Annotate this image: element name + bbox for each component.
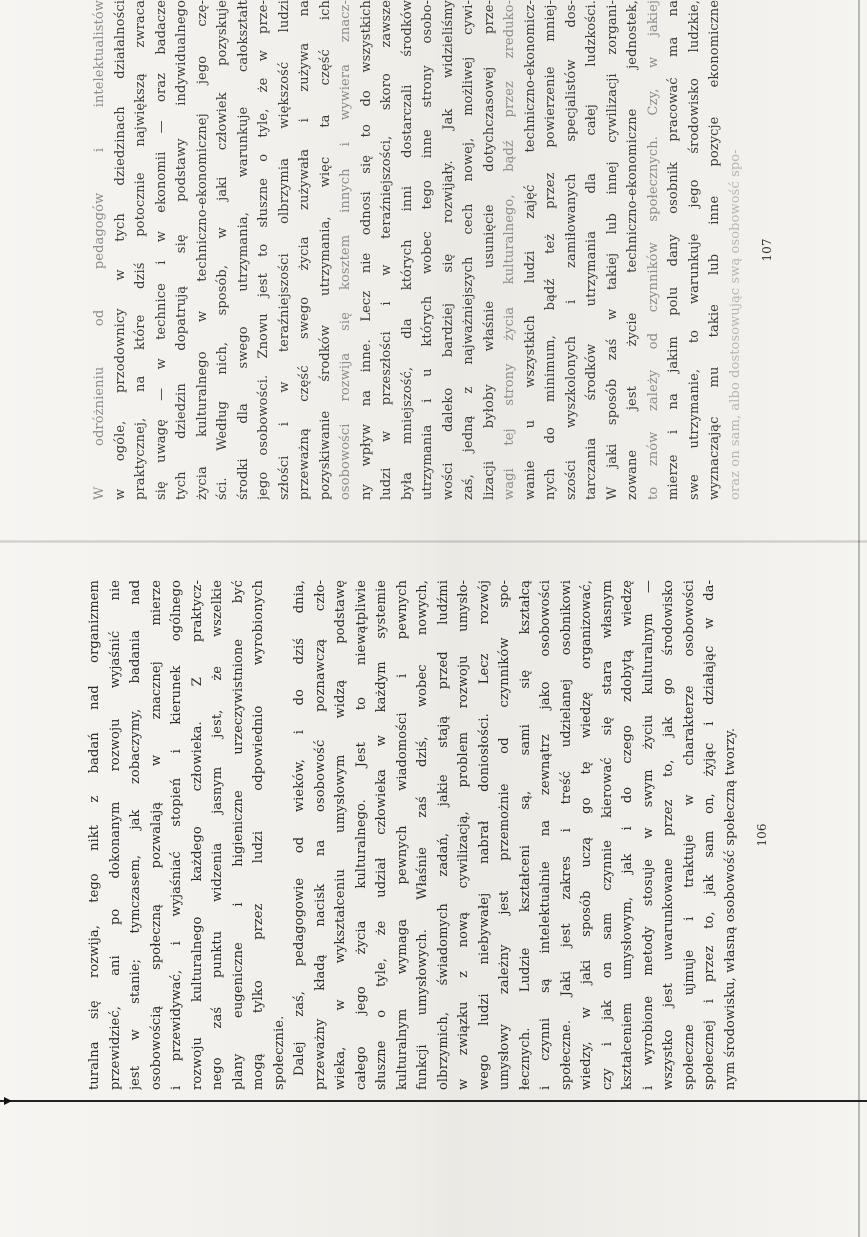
corner-mark-icon: [4, 1097, 12, 1105]
text-line: nym środowisku, własną osobowość społeczną tworzy.: [722, 727, 738, 1090]
text-line: wego ludzi niebywałej nabrał doniosłości. Lecz rozwój: [476, 580, 492, 1090]
text-line: osobowością społeczną pozwalają w znacznej mierze: [148, 580, 164, 1090]
text-line: szości wyszkolonych i zamiłowanych specjalistów dos-: [563, 0, 579, 500]
text-line: tych dziedzin dopatrują się podstawy indywidualnego: [174, 0, 189, 500]
text-line: nego zaś punktu widzenia jasnym jest, że wszelkie: [210, 580, 225, 1090]
text-line: kulturalnym wymaga pewnych wiadomości i pewnych: [394, 580, 410, 1090]
page-106: [85, 580, 769, 1090]
text-line: jego osobowości. Znowu jest to słuszne o tyle, że w prze-: [256, 0, 271, 500]
text-line: wiedzy, w jaki sposób uczą go tę wiedzę organizować,: [579, 580, 594, 1090]
text-line: utrzymania i u których wobec tego inne strony osobo-: [420, 0, 435, 500]
text-line: społeczne. Jaki jest zakres i treść udzielanej osobnikowi: [558, 580, 574, 1090]
text-line: życia kulturalnego w techniczno-ekonomicznej jego czę-: [194, 0, 210, 500]
text-line: mogą tylko przez ludzi odpowiednio wyrobionych: [251, 580, 266, 1090]
text-line: łecznych. Ludzie kształceni są, sami się kształcą: [517, 580, 533, 1090]
text-line: turalna się rozwija, tego nikt z badań nad organizmem: [87, 580, 102, 1090]
text-line: mierze i na jakim polu dany osobnik pracować ma na: [666, 0, 681, 500]
text-line: umysłowy zależny jest przemożnie od czynników spo-: [497, 580, 512, 1090]
text-line: i czynni są intelektualnie na zewnątrz jako osobowości: [538, 580, 553, 1090]
text-line: Dalej zaś, pedagogowie od wieków, i do dziś dnia,: [292, 580, 307, 1076]
text-line: ści. Według nich, sposób, w jaki człowiek pozyskuje: [215, 0, 230, 500]
text-line: społecznie.: [271, 1015, 287, 1090]
text-line: ny wpływ na inne. Lecz nie odnosi się to do wszystkich: [358, 0, 374, 500]
text-line: W odróżnieniu od pedagogów i intelektualistów: [92, 0, 107, 500]
text-line: środki dla swego utrzymania, warunkuje całokształt: [235, 0, 251, 500]
text-line: całego jego życia kulturalnego. Jest to niewątpliwie: [353, 580, 369, 1090]
scan-edge-right: [858, 0, 860, 1237]
text-line: przeważną część swego życia zużywała i zużywa na: [297, 0, 312, 500]
text-line: się uwagę — w technice i w ekonomii — oraz badacze: [153, 0, 169, 500]
text-line: jest w stanie; tymczasem, jak zobaczymy, badania nad: [128, 580, 143, 1090]
text-line: była mniejszość, dla których inni dostarczali środków: [399, 0, 415, 500]
text-line: zowane jest życie techniczno-ekonomiczne jednostek,: [625, 0, 640, 500]
text-line: tarczania środków utrzymania dla całej ludzkości.: [584, 0, 599, 500]
text-line: kształceniem umysłowym, jak i do czego zdobytą wiedzę: [620, 580, 635, 1090]
text-line: i wyrobione metody stosuje w swym życiu kulturalnym —: [640, 580, 656, 1090]
text-line: to znów zależy od czynników społecznych. Czy, w jakiej: [645, 0, 661, 500]
page-number: 106: [755, 823, 769, 847]
page-107-text: [90, 0, 746, 500]
text-line: plany eugeniczne i higieniczne urzeczywistnione być: [230, 580, 246, 1090]
text-line: rozwoju kulturalnego każdego człowieka. Z praktycz-: [189, 580, 205, 1090]
text-line: przewidzieć, ani po dokonanym rozwoju wyjaśnić nie: [107, 580, 123, 1090]
text-line: wyznaczając mu takie lub inne pozycje ekonomiczne: [707, 0, 722, 500]
text-line: praktycznej, na które dziś potocznie największą zwraca: [133, 0, 148, 500]
text-line: społecznej i przez to, jak sam on, żyjąc i działając w da-: [702, 580, 717, 1090]
text-line: wości daleko bardziej się rozwijały. Jak widzieliśmy: [440, 0, 456, 500]
text-line: ludzi w przeszłości i w teraźniejszości, skoro zawsze: [379, 0, 394, 500]
text-line: wagi tej strony życia kulturalnego, bądź przez zreduko-: [502, 0, 517, 500]
text-line: W jaki sposób zaś w takiej lub innej cywilizacji zorgani-: [604, 0, 620, 500]
text-line: wieka, w wykształceniu umysłowym widzą podstawę: [333, 580, 348, 1090]
page-106-text: [85, 580, 741, 1090]
text-line: swe utrzymanie, to warunkuje jego środowisko ludzkie,: [686, 0, 702, 500]
text-line: w ogóle, przodownicy w tych dziedzinach działalności: [112, 0, 128, 500]
page-107: [90, 0, 774, 500]
text-line: nych do minimum, bądź też przez powierzenie mniej-: [543, 0, 558, 500]
text-line: przeważny kładą nacisk na osobowość poznawczą czło-: [312, 580, 328, 1090]
text-line: funkcji umysłowych. Właśnie zaś dziś, wobec nowych,: [415, 580, 430, 1090]
scan-edge-bottom: [0, 1100, 867, 1102]
text-line: zaś, jedną z najważniejszych cech nowej, możliwej cywi-: [461, 0, 476, 500]
text-line: słuszne o tyle, że udział człowieka w każdym systemie: [374, 580, 389, 1090]
text-line: olbrzymich, świadomych zadań, jakie stają przed ludźmi: [435, 580, 451, 1090]
text-line: i przewidywać, i wyjaśniać stopień i kierunek ogólnego: [169, 580, 184, 1090]
text-line: lizacji byłoby właśnie usunięcie dotychczasowej prze-: [481, 0, 497, 500]
text-line: szłości i w teraźniejszości olbrzymia większość ludzi: [276, 0, 292, 500]
text-line: w związku z nową cywilizacją, problem rozwoju umysło-: [456, 580, 471, 1090]
text-line: pozyskiwanie środków utrzymania, więc ta część ich: [317, 0, 333, 500]
page-number: 107: [760, 238, 774, 262]
page-fold: [0, 540, 867, 543]
text-line: osobowości rozwija się kosztem innych i wywiera znacz-: [338, 0, 353, 500]
text-line: oraz on sam, albo dostosowując swą osobowość spo-: [727, 149, 743, 500]
text-line: wanie u wszystkich ludzi zajęć techniczno-ekonomicz-: [522, 0, 538, 500]
text-line: wszystko jest uwarunkowane przez to, jak go środowisko: [661, 580, 676, 1090]
text-line: społeczne ujmuje i traktuje w charakterze osobowości: [681, 580, 697, 1090]
text-line: czy i jak on sam czynnie kierować się stara własnym: [599, 580, 615, 1090]
